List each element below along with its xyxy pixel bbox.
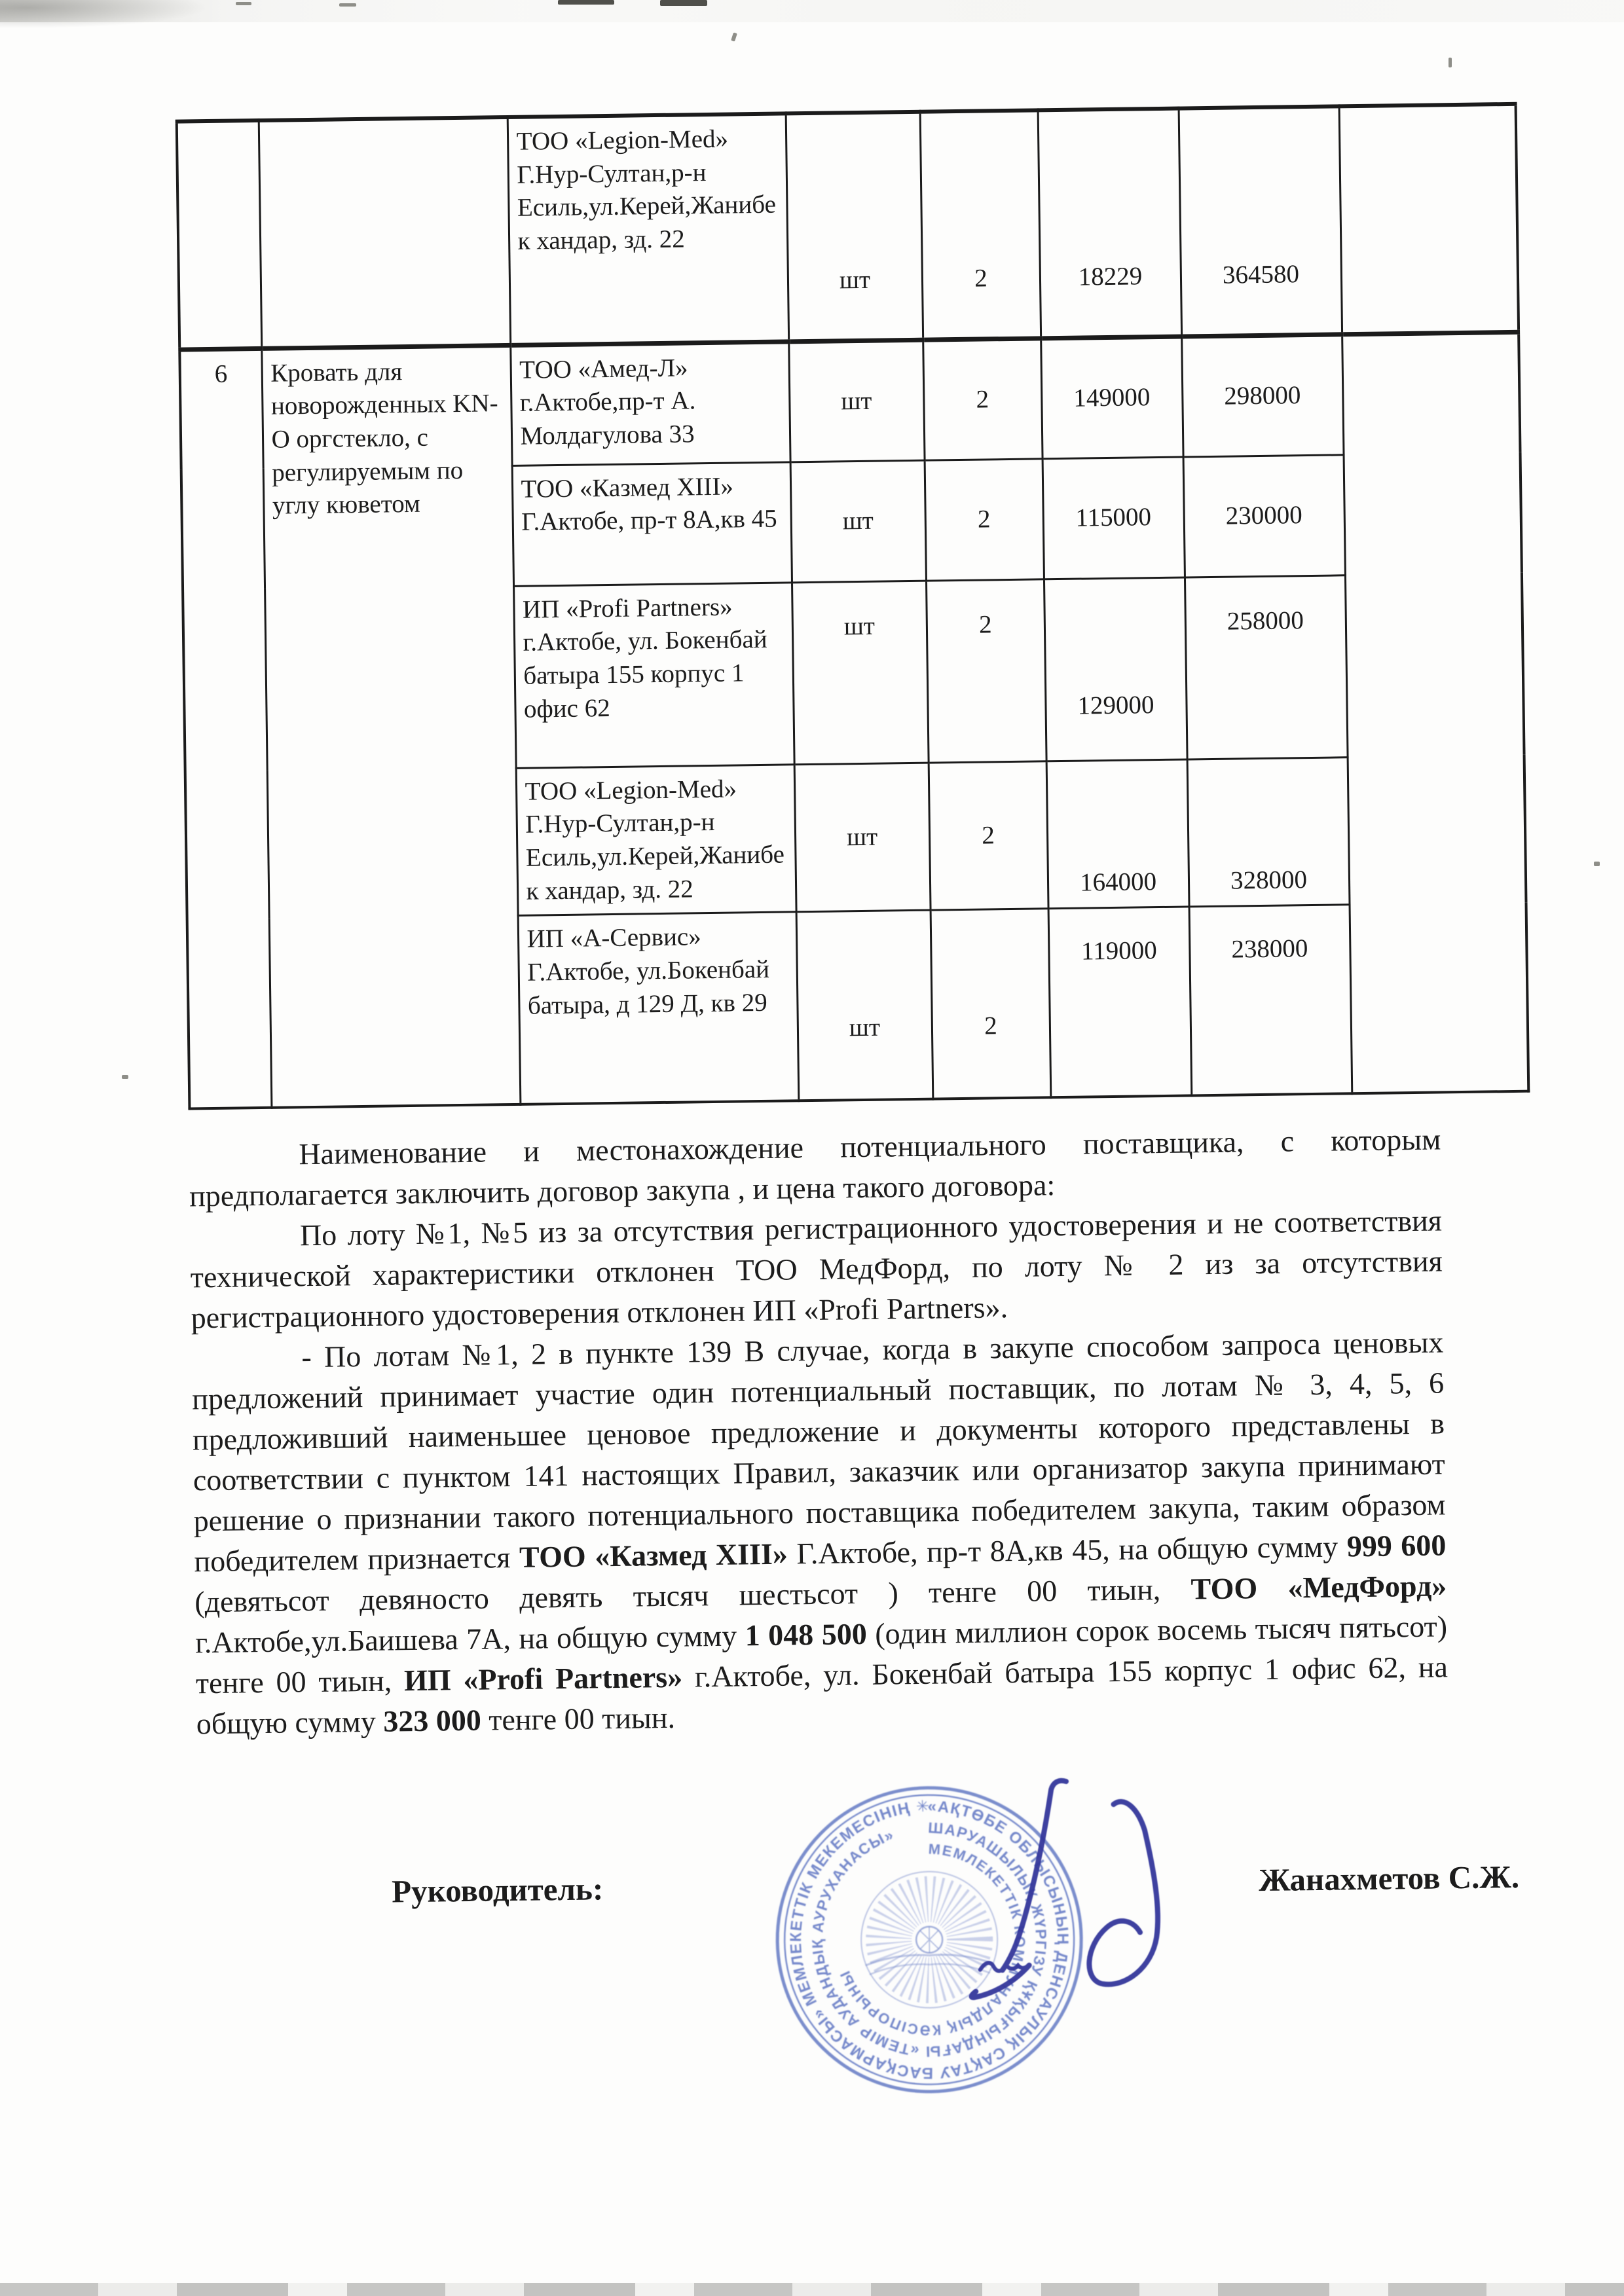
unit-price-cell: 164000 xyxy=(1046,759,1189,909)
item-description-cell xyxy=(259,117,511,348)
unit-cell: шт xyxy=(788,340,924,462)
empty-cell xyxy=(1339,104,1519,335)
paragraph-winners xyxy=(191,1322,1449,1744)
winner-bold-run: 1 048 500 xyxy=(745,1616,868,1652)
row-number-cell xyxy=(177,120,262,350)
total-price-cell: 258000 xyxy=(1185,575,1348,759)
unit-cell: шт xyxy=(792,581,929,765)
item-description-cell: Кровать для новорожденных KN-O оргстекло, с регулируемым по углу кюветом xyxy=(261,345,520,1108)
procurement-table xyxy=(175,102,1530,1110)
supplier-cell: ТОО «Legion-Med» Г.Нур-Султан,р-н Есиль,ул.Керей,Жанибек хандар, зд. 22 xyxy=(507,113,789,345)
quantity-cell: 2 xyxy=(926,579,1046,762)
empty-cell xyxy=(1342,332,1528,1093)
body-text xyxy=(189,1119,1449,1744)
signature-stroke xyxy=(1000,1781,1069,1971)
scan-noise-bottom xyxy=(0,2283,1624,2296)
quantity-cell: 2 xyxy=(931,909,1051,1099)
unit-price-cell: 18229 xyxy=(1038,109,1182,338)
supplier-cell: ТОО «Legion-Med» Г.Нур-Султан,р-н Есиль,ул.Керей,Жанибек хандар, зд. 22 xyxy=(516,764,796,915)
unit-cell: шт xyxy=(786,112,923,342)
winner-bold-run: 323 000 xyxy=(383,1703,482,1738)
total-price-cell: 238000 xyxy=(1189,905,1352,1095)
total-price-cell: 298000 xyxy=(1181,334,1343,456)
unit-cell: шт xyxy=(796,910,933,1101)
quantity-cell: 2 xyxy=(920,110,1041,339)
winner-bold-run: ИП «Profi Partners» xyxy=(403,1660,683,1698)
text-run: тенге 00 тиын. xyxy=(481,1700,676,1737)
unit-price-cell: 115000 xyxy=(1043,457,1185,579)
quantity-cell: 2 xyxy=(929,761,1048,910)
total-price-cell: 364580 xyxy=(1179,106,1342,336)
stamp-ring2-text: ШАРУАШЫЛЫҚ ЖҮРГІЗУ ҚҰҚЫҒЫНДАҒЫ «ТЕМІР АУДАНДЫҚ АУРУХАНАСЫ» xyxy=(808,1819,1050,2061)
winner-bold-run: ТОО «МедФорд» xyxy=(1190,1569,1447,1606)
supplier-cell: ТОО «Казмед XIII» Г.Актобе, пр-т 8А,кв 45 xyxy=(512,462,792,586)
quantity-cell: 2 xyxy=(925,458,1044,580)
supplier-cell: ТОО «Амед-Л» г.Актобе,пр-т А. Молдагулова 33 xyxy=(510,341,790,465)
text-run: г.Актобе,ул.Баишева 7А, на общую сумму xyxy=(194,1618,746,1660)
total-price-cell: 328000 xyxy=(1187,757,1350,907)
supplier-cell: ИП «А-Сервис» Г.Актобе, ул.Бокенбай батыра, д 129 Д, кв 29 xyxy=(518,912,799,1104)
role-label: Руководитель: xyxy=(391,1870,604,1910)
winner-bold-run: 999 600 xyxy=(1346,1528,1447,1563)
emblem-uyk-icon xyxy=(920,1927,939,1953)
unit-cell: шт xyxy=(790,460,926,583)
unit-price-cell: 119000 xyxy=(1048,907,1192,1097)
unit-cell: шт xyxy=(794,763,931,912)
total-price-cell: 230000 xyxy=(1183,454,1345,577)
table-row xyxy=(177,104,1519,350)
unit-price-cell: 129000 xyxy=(1044,577,1187,761)
winner-bold-run: ТОО «Казмед XIII» xyxy=(519,1537,788,1574)
signature-stroke xyxy=(1087,1801,1158,1984)
unit-price-cell: 149000 xyxy=(1041,337,1183,459)
text-run: - По лотам №1, 2 в пункте 139 В случае, когда в закупе способом запроса ценовых предложений принимает участие один потенциальный поставщик, по лотам № 3, 4, 5, 6 предложивший наименьшее ценовое предложение и документы которого представлены в соответствии с пунктом 141 настоящих Правил, заказчик или организатор закупа принимают решение о признании такого потенциального поставщика победителем закупа, таким образом победителем признается xyxy=(191,1325,1446,1578)
text-run: г.Актобе, ул. Бокенбай батыра 155 корпус 1 офис 62, на общую сумму xyxy=(196,1650,1449,1741)
text-run: (один миллион сорок восемь тысяч пятьсот) тенге 00 тиын, xyxy=(195,1609,1448,1700)
paragraph-rejections: По лоту №1, №5 из за отсутствия регистрационного удостоверения и не соответствия технической характеристики отклонен ТОО МедФорд, по лоту № 2 из за отсутствия регистрационного удостоверения отклонен ИП «Profi Partners». xyxy=(190,1203,1443,1335)
text-run: (девятьсот девяносто девять тысяч шестьсот ) тенге 00 тиын, xyxy=(194,1572,1191,1619)
stamp-ring1-text: «АҚТӨБЕ ОБЛЫСЫНЫҢ ДЕНСАУЛЫҚ САҚТАУ БАСҚАРМАСЫ» МЕМЛЕКЕТТІК МЕКЕМЕСІНІҢ ✳ ✳ xyxy=(786,1797,1072,2082)
supplier-cell: ИП «Profi Partners» г.Актобе, ул. Бокенбай батыра 155 корпус 1 офис 62 xyxy=(513,582,794,768)
stamp-ring3-text: МЕМЛЕКЕТТІК КОММУНАЛДЫҚ КӘСІПОРЫНЫ xyxy=(836,1840,1029,2039)
row-number-cell: 6 xyxy=(179,348,271,1108)
signer-name: Жанахметов С.Ж. xyxy=(1258,1858,1520,1899)
paragraph-supplier-intro: Наименование и местонахождение потенциального поставщика, с которым предполагается заключить договор закупа , и цена такого договора: xyxy=(189,1122,1441,1213)
scan-speck xyxy=(236,2,251,5)
table-row xyxy=(179,332,1520,470)
quantity-cell: 2 xyxy=(923,338,1042,460)
signature-ink xyxy=(947,1757,1186,2022)
text-run: Г.Актобе, пр-т 8А,кв 45, на общую сумму xyxy=(787,1529,1348,1571)
